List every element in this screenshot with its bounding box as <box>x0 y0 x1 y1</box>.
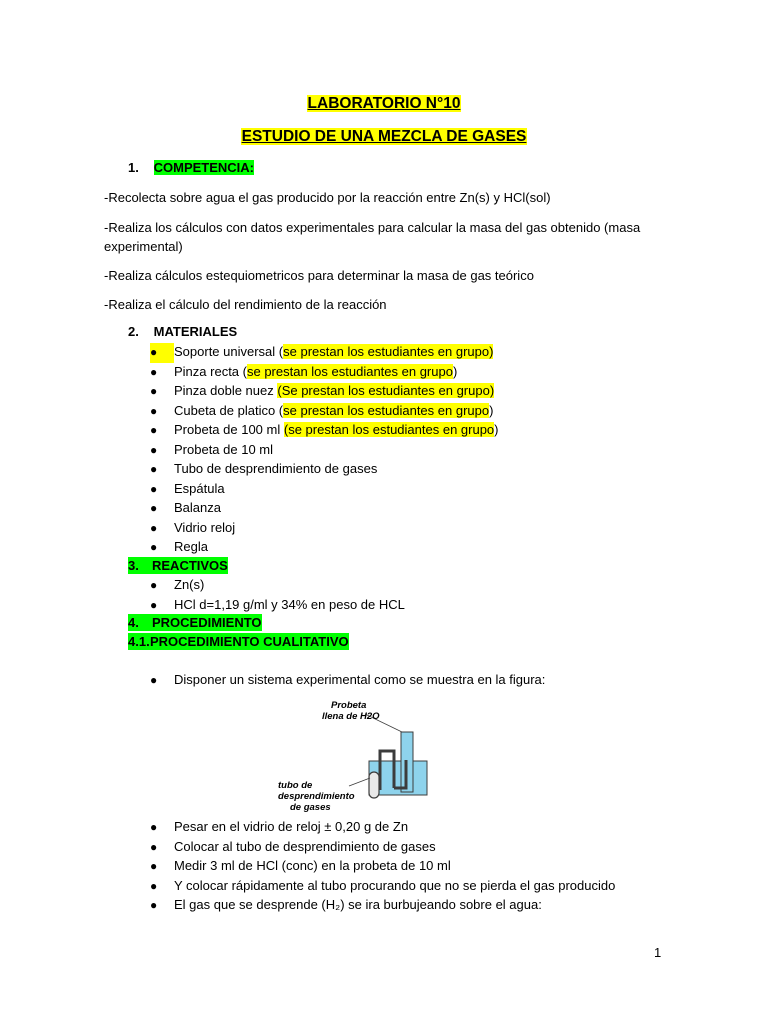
list-item: ● Probeta de 100 ml (se prestan los estudiantes en grupo) <box>150 420 499 440</box>
competencia-item-2: -Realiza los cálculos con datos experimentales para calcular la masa del gas obtenido (masa experimental) <box>104 220 641 254</box>
list-item: ● Vidrio reloj <box>150 518 499 538</box>
bullet-icon: ● <box>150 540 158 554</box>
competencia-item-1: -Recolecta sobre agua el gas producido por la reacción entre Zn(s) y HCl(sol) <box>104 190 551 205</box>
figure-label-probeta: Probeta llena de H2O <box>322 700 380 722</box>
section-procedimiento-heading: 4. PROCEDIMIENTO <box>128 615 262 630</box>
section-procedimiento-cualitativo-heading: 4.1.PROCEDIMIENTO CUALITATIVO <box>128 634 349 649</box>
list-item: ● Zn(s) <box>150 575 405 595</box>
reactivos-list <box>150 575 405 614</box>
bullet-icon: ● <box>150 859 158 873</box>
list-item: ● Espátula <box>150 479 499 499</box>
bullet-icon: ● <box>150 898 158 912</box>
list-item: ● Regla <box>150 537 499 557</box>
list-item: ● Colocar al tubo de desprendimiento de gases <box>150 837 615 857</box>
experimental-setup-figure <box>272 700 442 818</box>
list-item: ● Pinza recta (se prestan los estudiantes en grupo) <box>150 362 499 382</box>
list-item: ● Pesar en el vidrio de reloj ± 0,20 g de Zn <box>150 817 615 837</box>
list-item: ● Pinza doble nuez (Se prestan los estudiantes en grupo) <box>150 381 499 401</box>
list-item: ● Probeta de 10 ml <box>150 440 499 460</box>
figure-label-tubo: tubo de desprendimiento de gases <box>278 780 355 813</box>
list-item: ● El gas que se desprende (H₂) se ira burbujeando sobre el agua: <box>150 895 615 915</box>
list-item: ● Medir 3 ml de HCl (conc) en la probeta de 10 ml <box>150 856 615 876</box>
bullet-icon: ● <box>150 501 158 515</box>
bullet-icon: ● <box>150 673 158 687</box>
bullet-icon: ● <box>150 481 158 496</box>
competencia-item-3: -Realiza cálculos estequiometricos para determinar la masa de gas teórico <box>104 268 534 283</box>
bullet-icon: ● <box>150 423 158 437</box>
bullet-icon: ● <box>150 820 158 834</box>
test-tube <box>369 772 379 798</box>
list-item: ● Soporte universal (se prestan los estudiantes en grupo) <box>150 342 499 362</box>
bullet-icon: ● <box>150 403 158 418</box>
materiales-list <box>150 342 499 557</box>
bullet-icon: ● <box>150 839 158 854</box>
procedimiento-steps-list <box>150 817 615 915</box>
bullet-icon: ● <box>150 462 158 476</box>
bullet-icon: ● <box>150 878 158 893</box>
list-item: ● Balanza <box>150 498 499 518</box>
list-item: ● Disponer un sistema experimental como se muestra en la figura: <box>150 670 545 690</box>
bullet-icon: ● <box>150 520 158 535</box>
bullet-icon: ● <box>150 384 158 398</box>
section-reactivos-heading: 3. REACTIVOS <box>128 558 228 573</box>
document-subtitle: ESTUDIO DE UNA MEZCLA DE GASES <box>241 128 527 145</box>
bullet-icon: ● <box>150 364 158 379</box>
bullet-icon: ● <box>150 442 158 457</box>
competencia-item-4: -Realiza el cálculo del rendimiento de la reacción <box>104 297 387 312</box>
bullet-icon: ● <box>150 578 158 592</box>
page-number: 1 <box>654 945 662 960</box>
list-item: ● Y colocar rápidamente al tubo procurando que no se pierda el gas producido <box>150 876 615 896</box>
bullet-icon: ● <box>150 597 158 612</box>
procedimiento-intro-list <box>150 670 545 690</box>
list-item: ● Cubeta de platico (se prestan los estudiantes en grupo) <box>150 401 499 421</box>
section-competencia-heading: 1. COMPETENCIA: <box>128 160 255 175</box>
list-item: ● Tubo de desprendimiento de gases <box>150 459 499 479</box>
bullet-icon: ● <box>150 343 174 363</box>
document-title: LABORATORIO N°10 <box>307 95 461 112</box>
list-item: ● HCl d=1,19 g/ml y 34% en peso de HCL <box>150 595 405 615</box>
section-materiales-heading: 2. MATERIALES <box>128 324 238 339</box>
